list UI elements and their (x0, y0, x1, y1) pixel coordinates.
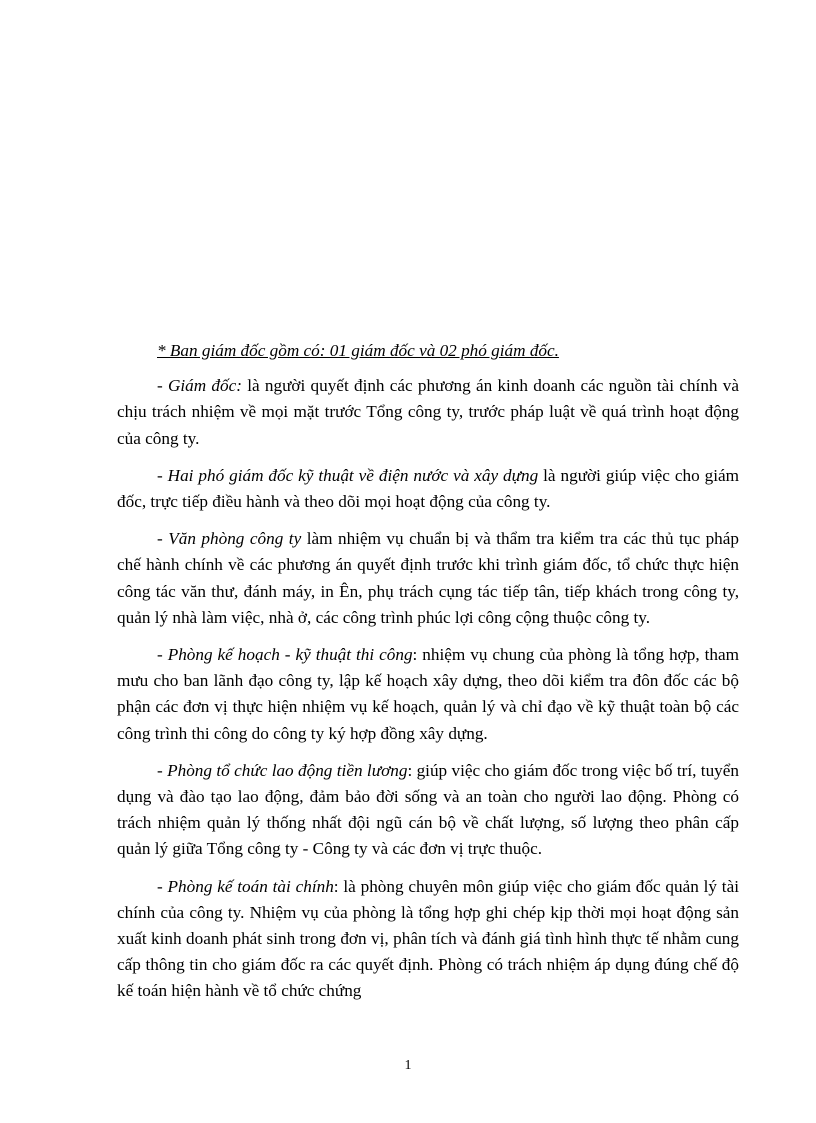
paragraph-text: : là phòng chuyên môn giúp việc cho giám đốc quản lý tài chính của công ty. Nhiệm vụ của phòng là tổng hợp ghi chép kịp thời mọi hoạt động sản xuất kinh doanh phát sinh trong đơn vị, phân tích và đánh giá tình hình thực tế nhằm cung cấp thông tin cho giám đốc ra các quyết định. Phòng có trách nhiệm áp dụng đúng chế độ kế toán hiện hành về tổ chức chứng (117, 876, 739, 1001)
paragraph-text: là người giúp việc cho giám đốc, trực tiếp điều hành và theo dõi mọi hoạt động của công ty. (117, 465, 740, 512)
paragraph-text: làm nhiệm vụ chuẩn bị và thẩm tra kiểm tra các thủ tục pháp chế hành chính về các phương án quyết định trước khi trình giám đốc, tổ chức thực hiện công tác văn thư, đánh máy, in Ên, phụ trách cụng tác tiếp tân, tiếp khách trong công ty, quản lý nhà làm việc, nhà ở, các công trình phúc lợi công cộng thuộc công ty. (117, 529, 739, 627)
paragraph-van-phong (117, 526, 739, 631)
document-body (117, 338, 739, 1016)
paragraph-ke-hoach (117, 642, 739, 747)
section-heading (117, 338, 739, 364)
paragraph-text: là người quyết định các phương án kinh doanh các nguồn tài chính và chịu trách nhiệm về mọi mặt trước Tổng công ty, trước pháp luật về quá trình hoạt động của công ty. (117, 376, 739, 448)
paragraph-lead: - Hai phó giám đốc kỹ thuật về điện nước và xây dựng (157, 465, 539, 485)
paragraph-lead: - Phòng kế hoạch - kỹ thuật thi công (157, 645, 413, 665)
paragraph-lead: - Văn phòng công ty (157, 529, 302, 549)
paragraph-lead: - Giám đốc: (157, 376, 242, 396)
page-number: 1 (404, 1058, 412, 1073)
paragraph-pho-giam-doc (117, 463, 739, 515)
section-heading-text: * Ban giám đốc gồm có: 01 giám đốc và 02 phó giám đốc. (157, 341, 559, 360)
paragraph-text: : nhiệm vụ chung của phòng là tổng hợp, tham mưu cho ban lãnh đạo công ty, lập kế hoạch xây dựng, theo dõi kiểm tra đôn đốc các bộ phận các đơn vị thực hiện nhiệm vụ kế hoạch, quản lý và chỉ đạo về kỹ thuật toàn bộ các công trình thi công do công ty ký hợp đồng xây dựng. (117, 645, 739, 743)
paragraph-giam-doc (117, 373, 739, 452)
paragraph-ke-toan (117, 874, 739, 1005)
paragraph-lead: - Phòng tổ chức lao động tiền lương (157, 760, 408, 780)
paragraph-to-chuc (117, 758, 739, 863)
paragraph-text: : giúp việc cho giám đốc trong việc bố trí, tuyển dụng và đào tạo lao động, đảm bảo đời sống và an toàn cho người lao động. Phòng có trách nhiệm quản lý thống nhất đội ngũ cán bộ về chất lượng, số lượng theo phân cấp quản lý giữa Tổng công ty - Công ty và các đơn vị trực thuộc. (117, 760, 739, 859)
paragraph-lead: - Phòng kế toán tài chính (157, 876, 334, 896)
